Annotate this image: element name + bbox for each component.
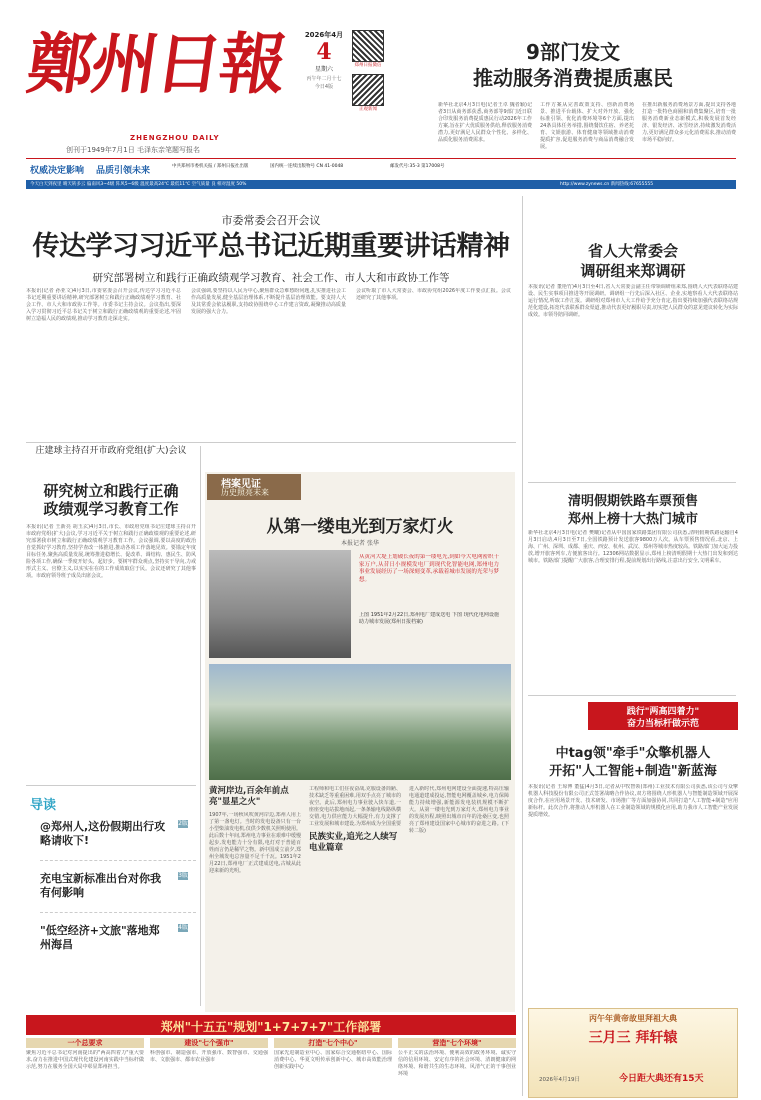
right-story-robot	[528, 702, 738, 1002]
left-title-2: 政绩观学习教育工作	[43, 500, 179, 518]
section-divider	[26, 785, 196, 786]
main-body-2: 会议强调,要坚持以人民为中心,聚焦群众急难愁盼问题,扎实推进社会工作高质量发展,健全基层治理体系,不断提升基层治理效能。要支持人大及其常委会依法履职,支持政协围绕中心工作建言资政,凝聚推动高质量发展的强大合力。	[191, 288, 346, 315]
ad-countdown: 今日距大典还有15天	[619, 1074, 704, 1084]
right1-title-1: 省人大常委会	[587, 242, 678, 260]
plan-column-title: 营造"七个环境"	[398, 1038, 516, 1048]
main-body-3: 会议听取了市人大常委会、市政协党组2026年度工作要点汇报。会议还研究了其他事项。	[356, 288, 511, 301]
weather-text: 今天白天到夜里 晴天转多云 偏南风3~4级 阵风5~6级 温度最高24℃ 最低11℃ 空气质量 良 相对湿度 50%	[30, 182, 247, 187]
right-story-npc	[528, 240, 738, 472]
guide-item-text: "低空经济+文旅"落地郑州海昌	[40, 924, 160, 951]
feature-title: 从第一缕电光到万家灯火	[266, 517, 454, 537]
feature-photo-old	[209, 550, 351, 658]
column-divider	[200, 446, 201, 1006]
issue-date-box	[304, 30, 344, 90]
qr-label-app: 正观新闻	[359, 107, 377, 112]
ad-title-1: 丙午年黄帝故里拜祖大典	[589, 1014, 677, 1023]
right3-body: 本报讯(记者 王琼博 董猛)4月3日,记者从中牧智领(郑州)工业技术有限公司获悉,该公司与众擎机器人科技股份有限公司正式签署战略合作协议,双方将围绕人形机器人与智能制造领域开展深度合作,在应用场景开发、技术研发、市场推广等方面加强协同,共同打造"人工智能+制造"应用新标杆。此次合作,将推动人形机器人在工业制造领域的规模化应用,助力我市人工智能产业发展提质增效。	[528, 784, 738, 818]
plan-banner	[26, 1015, 516, 1035]
top-headline-body-2: 工作方案从完善政策支持、创新消费场景、推进平台载体、扩大对外开放、强化标准引领、优化消费环境等6个方面,提出24条具体任务举措,围绕餐饮住宿、养老托育、文娱旅游、体育健康等领域推动消费提质扩容,促进服务消费与商品消费融合发展。	[540, 102, 634, 150]
guide-item-page: 2版	[178, 820, 188, 827]
plan-column	[150, 1038, 268, 1096]
plan-banner-text: 郑州"十五五"规划"1+7+7+7"工作部署	[160, 1020, 382, 1034]
right1-title-2: 调研组来郑调研	[580, 262, 686, 280]
issue-day: 4	[316, 39, 332, 65]
plan-column	[26, 1038, 144, 1096]
section-divider	[26, 442, 516, 443]
right3-tag-2: 奋力当标杆做示范	[626, 719, 699, 729]
guide-item[interactable]	[40, 870, 196, 913]
publisher-info: 中共郑州市委机关报 / 郑州日报社出版	[172, 164, 249, 169]
ancestor-ceremony-ad[interactable]	[528, 1008, 738, 1098]
main-kicker: 市委常委会召开会议	[221, 214, 321, 227]
ad-title-2: 三月三 拜轩辕	[588, 1030, 678, 1046]
right-story-rail	[528, 490, 738, 690]
right3-tag-1: 践行"两高四着力"	[626, 707, 700, 717]
plan-column	[274, 1038, 392, 1096]
main-subtitle: 研究部署树立和践行正确政绩观学习教育、社会工作、市人大和市政协工作等	[92, 272, 450, 284]
plan-columns	[26, 1038, 516, 1096]
slogan-2: 品质引领未来	[96, 166, 151, 176]
plan-column-body: 聚焦习近平总书记对河南提出的"两高四着力"重大要求,奋力在推进中国式现代化建设河南实践中当标杆做示范,努力在服务全国大局中彰显郑州担当。	[26, 1050, 144, 1070]
feature-banner-2: 历史照亮未来	[221, 488, 269, 497]
guide-item-page: 4版	[178, 924, 188, 931]
plan-column-body: 科创强市、制造强市、开放强市、数智强市、交通强市、文旅强市、都市农业强市	[150, 1050, 268, 1063]
issue-date: 2026年4月	[304, 31, 344, 39]
right3-title-2: 开拓"人工智能+制造"新蓝海	[549, 764, 717, 779]
issn-info: 国内统一连续出版物号 CN 41-0048	[270, 164, 344, 169]
section-divider	[528, 695, 736, 696]
right3-title-1: 中tag领"牵手"众擎机器人	[555, 746, 711, 761]
column-divider	[522, 196, 523, 1096]
guide-item-page: 3版	[178, 872, 188, 879]
guide-item[interactable]	[40, 818, 196, 861]
post-code-info: 邮发代号:35-3 第17008号	[390, 164, 445, 169]
feature-sub1-body: 1907年,一场秋风吹黄河岸边,郑州人用上了第一盏电灯。当时的发电设备只有一台小型柴油发电机,仅供少数机关照明使用。此后数十年间,郑州电力事业在艰难中缓慢起步,发电能力十分有限,电灯对于普通百姓而言仍是稀罕之物。新中国成立前夕,郑州全城发电总容量不足千千瓦。1951年2月22日,郑州电厂正式建成送电,古城从此迎来新的光明。	[209, 812, 301, 874]
plan-column-title: 建设"七个强市"	[150, 1038, 268, 1048]
plan-column-title: 打造"七个中心"	[274, 1038, 392, 1048]
site-text: http://www.zynews.cn 新闻热线:67655555	[560, 182, 654, 187]
qr-code-app[interactable]	[352, 74, 384, 106]
lunar-date: 丙午年二月十七	[306, 76, 342, 82]
feature-sub1-title: 黄河岸边,百余年前点亮"显星之火"	[209, 786, 289, 807]
guide-item[interactable]	[40, 922, 196, 964]
top-headline-title-1: 9部门发文	[526, 40, 620, 64]
right2-title-1: 清明假期铁路车票预售	[567, 494, 698, 509]
plan-column-body: 国家先进制造业中心、国家综合交通枢纽中心、国际消费中心、华夏文明传承创新中心、城市高效能治理创新实践中心	[274, 1050, 392, 1070]
qr-label-wechat: 郑州日报微信	[354, 63, 382, 68]
logo-pinyin: ZHENGZHOU DAILY	[130, 134, 220, 142]
guide-box	[26, 790, 196, 1000]
right1-body: 本报讯(记者 董艳竹)4月3日至4日,省人大常委会副主任带领调研组来郑,围绕人大代表联络站建设、民生实事项目推进等开展调研。调研组一行先后深入社区、企业,实地察看人大代表联络站运行情况,听取工作汇报。调研组对郑州市人大工作给予充分肯定,指出要持续加强代表联络站规范化建设,拓宽代表联系群众渠道,推动代表更好履职尽责,切实把人民群众的意见建议转化为实际成效。市领导陪同调研。	[528, 284, 738, 318]
feature-sub2-body: 工程师和电工们昼夜奋战,克服设备简陋、技术缺乏等重重困难,用双手点亮了城市的夜空。此后,郑州电力事业驶入快车道,一座座变电站拔地而起,一条条输电线路纵横交错,电力供应能力大幅提升,有力支撑了工业发展和城市建设,为郑州成为全国重要	[309, 786, 401, 826]
section-divider	[528, 482, 736, 483]
right2-title-2: 郑州上榜十大热门城市	[567, 512, 698, 527]
qr-code-wechat[interactable]	[352, 30, 384, 62]
left-body: 本报讯(记者 王新亮 胡玉玄)4月3日,市长、市政府党组书记庄建球主持召开市政府党组(扩大)会议,学习习近平关于树立和践行正确政绩观的重要论述,研究部署我市树立和践行正确政绩观学习教育工作。会议强调,要以高度的政治自觉抓好学习教育,坚持学查改一体推进,推动各项工作落地见效。要锚定年度目标任务,聚焦高质量发展,统筹推进稳增长、促改革、调结构、惠民生、防风险各项工作,确保一季度开好头、起好步。要树牢群众观点,坚持实干导向,力戒形式主义、官僚主义,以实实在在的工作成效取信于民。会议还研究了其他事项。市政府领导班子成员出席会议。	[26, 524, 196, 579]
main-story	[26, 200, 516, 440]
plan-column-body: 公平正义的法治环境、便利高效的政务环境、诚实守信的信用环境、安定有序的社会环境、清朗健康的网络环境、和谐共生的生态环境、风清气正的干事创业环境	[398, 1050, 516, 1077]
feature-sub2-title: 民族实业,追光之人续写电业篇章	[309, 832, 398, 853]
plan-column	[398, 1038, 516, 1096]
top-headline-story	[410, 40, 736, 175]
issue-weekday: 星期六	[314, 66, 333, 73]
feature-story	[205, 472, 515, 1012]
top-headline-body-1: 新华社北京4月3日电(记者王卓 魏者颖)记者3日从商务部获悉,商务部等9部门近日联合印发服务消费提质惠民行动2026年工作方案,旨在扩大优质服务供给,释放服务消费潜力,更好满足人民群众个性化、多样化、品质化服务消费需求。	[438, 102, 532, 143]
left-kicker: 庄建球主持召开市政府党组(扩大)会议	[35, 446, 187, 456]
ad-date: 2026年4月19日	[539, 1077, 580, 1083]
slogan-1: 权威决定影响	[30, 166, 85, 176]
guide-item-text: @郑州人,这份假期出行攻略请收下!	[40, 820, 166, 847]
plan-column-title: 一个总要求	[26, 1038, 144, 1048]
guide-item-text: 充电宝新标准出台对你我有何影响	[40, 872, 161, 899]
left-title-1: 研究树立和践行正确	[43, 482, 179, 500]
feature-banner-1: 档案见证	[221, 479, 261, 490]
feature-quote: 从黄河大堤上划破长夜的第一缕电光,到如今大电网密织千家万户,从昔日小规模发电厂到现代化智能电网,郑州电力事业发展经历了一场深刻变革,承载着城市发展的光荣与梦想。	[359, 554, 499, 583]
feature-byline: 本报记者 张华	[341, 540, 379, 547]
left-story-gov	[26, 446, 196, 746]
founded-line: 创刊于1949年7月1日 毛泽东亲笔题写报名	[66, 146, 200, 154]
feature-sub3-body: 进入新时代,郑州电网建设全面提速,特高压输电通道建成投运,智能电网覆盖城乡,电力保障能力持续增强,新能源发电装机规模不断扩大。从第一缕电光到万家灯火,郑州电力事业的发展历程,映照出城市百年的沧桑巨变,也照亮了郑州建设国家中心城市的奋进之路。(下转二版)	[409, 786, 509, 834]
guide-heading: 导读	[30, 798, 57, 813]
newspaper-logo: 鄭州日報	[22, 25, 290, 103]
right2-body: 新华社北京4月3日电(记者 樊曦)记者从中国国家铁路集团有限公司获悉,清明假期铁路运输自4月3日启动,4月3日至7日,全国铁路预计发送旅客9800万人次。从车票预售情况看,北京、上海、广州、深圳、成都、重庆、西安、杭州、武汉、郑州等城市热度较高。铁路部门加大运力投放,增开旅客列车,方便旅客出行。12306网站数据显示,郑州上榜清明假期十大热门出发和到达城市。铁路部门提醒广大旅客,合理安排行程,提前规划出行路线,注意出行安全,文明乘车。	[528, 530, 738, 564]
feature-photo-new	[209, 664, 511, 780]
top-headline-title-2: 推动服务消费提质惠民	[473, 66, 673, 90]
main-body-1: 本报讯(记者 孙亚文)4月3日,市委常委会召开会议,传达学习习近平总书记近期重要讲话精神,研究部署树立和践行正确政绩观学习教育、社会工作、市人大和市政协工作等。市委书记主持会议。会议指出,要深入学习贯彻习近平总书记关于树立和践行正确政绩观的重要论述,牢固树立造福人民的政绩观,推动学习教育走深走实。	[26, 288, 181, 322]
top-headline-body-3: 在推出新服务消费场景方面,提出支持各地打造一批特色商圈和消费集聚区,培育一批服务消费新业态新模式,积极发展首发经济、银发经济、冰雪经济,持续激发消费活力,更好满足群众多元化消费需求,推动消费市场平稳向好。	[642, 102, 736, 143]
main-title: 传达学习习近平总书记近期重要讲话精神	[32, 231, 510, 262]
page-count: 今日4版	[314, 84, 334, 90]
feature-caption: 上图 1951年2月22日,郑州电厂建成送电 下图 现代化电网设施助力城市发展(郑州日报档案)	[359, 612, 499, 625]
